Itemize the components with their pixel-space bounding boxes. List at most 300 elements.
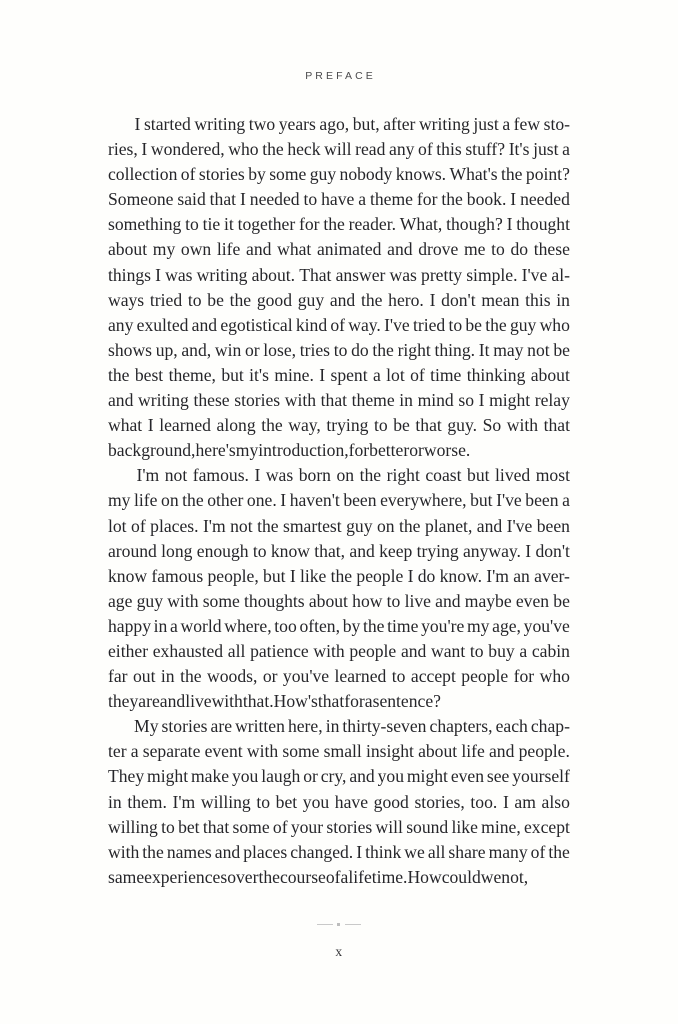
word: a bbox=[340, 866, 349, 887]
word: with bbox=[313, 640, 345, 661]
word: learned bbox=[159, 415, 211, 436]
word: enough bbox=[196, 540, 249, 561]
word: way, bbox=[288, 415, 321, 436]
word: do bbox=[351, 339, 369, 360]
word: How's bbox=[273, 691, 318, 712]
word: will bbox=[375, 816, 403, 837]
word: by bbox=[342, 615, 361, 636]
word: are bbox=[210, 716, 233, 737]
word: writing bbox=[138, 390, 189, 411]
word: of bbox=[330, 314, 346, 335]
word: knows. bbox=[395, 164, 447, 185]
text-line bbox=[108, 288, 570, 313]
word: together bbox=[237, 214, 296, 235]
word: a bbox=[562, 490, 570, 511]
word: bet bbox=[178, 816, 200, 837]
word: That bbox=[299, 264, 332, 285]
word: like bbox=[299, 565, 327, 586]
word: many bbox=[488, 841, 528, 862]
text-line bbox=[108, 865, 570, 890]
word: sound bbox=[406, 816, 449, 837]
word: way. bbox=[348, 314, 381, 335]
word: theme bbox=[370, 189, 413, 210]
word: it bbox=[223, 214, 234, 235]
text-line bbox=[108, 112, 570, 137]
word: tie bbox=[202, 214, 221, 235]
word: the bbox=[501, 164, 523, 185]
word: tries bbox=[299, 339, 331, 360]
word: happy bbox=[108, 615, 151, 636]
word: I bbox=[289, 565, 296, 586]
word: mine, bbox=[481, 816, 521, 837]
word: ways bbox=[108, 289, 145, 310]
word: book. bbox=[466, 189, 507, 210]
word: here, bbox=[287, 716, 323, 737]
word: accept bbox=[410, 666, 456, 687]
word: might bbox=[489, 390, 531, 411]
word: with bbox=[167, 590, 199, 611]
word: guy bbox=[309, 164, 337, 185]
word: in bbox=[160, 666, 175, 687]
word: theme, bbox=[168, 364, 216, 385]
word: chapters, bbox=[429, 716, 493, 737]
word: the bbox=[485, 314, 507, 335]
word: or bbox=[303, 766, 318, 787]
word: over bbox=[227, 866, 259, 887]
word: that bbox=[415, 415, 442, 436]
word: to bbox=[256, 791, 271, 812]
word: with bbox=[506, 415, 539, 436]
word: spent bbox=[330, 364, 368, 385]
word: I bbox=[429, 289, 436, 310]
word: do bbox=[417, 565, 436, 586]
word: with bbox=[211, 691, 243, 712]
text-line bbox=[108, 137, 570, 162]
word: them. bbox=[127, 791, 167, 812]
word: patience bbox=[250, 640, 309, 661]
text-line bbox=[108, 764, 570, 789]
word: I'm bbox=[202, 515, 226, 536]
word: know. bbox=[439, 565, 482, 586]
word: these bbox=[533, 239, 570, 260]
word: to bbox=[252, 540, 267, 561]
word: in bbox=[108, 791, 122, 812]
word: two bbox=[248, 114, 276, 134]
word: some bbox=[202, 590, 240, 611]
word: heck bbox=[287, 139, 321, 160]
text-line bbox=[108, 664, 570, 689]
text-line bbox=[108, 438, 570, 463]
word: to bbox=[161, 816, 175, 837]
word: see bbox=[486, 766, 510, 787]
word: laugh bbox=[261, 766, 301, 787]
word: but bbox=[470, 490, 493, 511]
word: about bbox=[108, 239, 148, 260]
word: the bbox=[372, 339, 394, 360]
word: ago, bbox=[319, 114, 350, 134]
word: but bbox=[467, 465, 490, 486]
word: your bbox=[290, 816, 324, 837]
word: all bbox=[227, 640, 246, 661]
word: started bbox=[143, 114, 191, 134]
text-line bbox=[108, 639, 570, 664]
word: the bbox=[229, 289, 252, 310]
text-line bbox=[108, 840, 570, 865]
word: thinking bbox=[466, 364, 526, 385]
word: names bbox=[166, 841, 212, 862]
word: and bbox=[400, 640, 427, 661]
word: around bbox=[108, 540, 157, 561]
text-line bbox=[108, 539, 570, 564]
word: the bbox=[182, 490, 204, 511]
word: background, bbox=[108, 440, 196, 461]
word: places bbox=[243, 841, 288, 862]
word: I bbox=[155, 264, 161, 285]
word: the bbox=[362, 615, 385, 636]
word: been bbox=[525, 490, 559, 511]
word: I've bbox=[496, 490, 522, 511]
text-line bbox=[108, 689, 570, 714]
word: people bbox=[356, 565, 404, 586]
word: ries, bbox=[108, 139, 138, 160]
word: who bbox=[228, 139, 259, 160]
word: writing bbox=[418, 114, 470, 134]
word: trying bbox=[416, 540, 459, 561]
word: smartest bbox=[283, 515, 342, 536]
word: kind bbox=[295, 314, 328, 335]
word: age bbox=[108, 590, 133, 611]
word: a bbox=[358, 189, 367, 210]
word: I've bbox=[521, 264, 548, 285]
word: people. bbox=[518, 741, 570, 762]
word: of bbox=[272, 816, 288, 837]
word: I've bbox=[506, 515, 533, 536]
word: or bbox=[262, 666, 278, 687]
text-line bbox=[108, 614, 570, 639]
word: the bbox=[142, 841, 164, 862]
word: for bbox=[348, 440, 370, 461]
word: so bbox=[458, 390, 474, 411]
word: thoughts bbox=[244, 590, 305, 611]
word: the bbox=[180, 666, 202, 687]
word: be bbox=[553, 590, 570, 611]
word: It's bbox=[508, 139, 530, 160]
word: time bbox=[387, 615, 419, 636]
word: bet bbox=[275, 791, 298, 812]
word: the bbox=[108, 364, 130, 385]
word: but, bbox=[352, 114, 380, 134]
word: I bbox=[407, 565, 414, 586]
word: my bbox=[235, 440, 259, 461]
word: guy bbox=[346, 515, 373, 536]
word: What's bbox=[449, 164, 498, 185]
word: the bbox=[323, 214, 345, 235]
word: So bbox=[482, 415, 502, 436]
word: to bbox=[491, 239, 505, 260]
word: to bbox=[391, 666, 406, 687]
word: I bbox=[356, 841, 363, 862]
word: woods, bbox=[207, 666, 258, 687]
word: worse. bbox=[423, 440, 471, 461]
word: everywhere, bbox=[380, 490, 467, 511]
word: win bbox=[214, 339, 242, 360]
word: want bbox=[431, 640, 466, 661]
word: said bbox=[177, 189, 206, 210]
word: other bbox=[207, 490, 244, 511]
word: to bbox=[386, 590, 401, 611]
word: know bbox=[270, 540, 310, 561]
word: I bbox=[525, 540, 532, 561]
word: shows bbox=[108, 339, 152, 360]
word: was bbox=[165, 264, 193, 285]
word: tried bbox=[412, 314, 446, 335]
text-line bbox=[108, 212, 570, 237]
word: to bbox=[303, 189, 318, 210]
word: I bbox=[510, 189, 517, 210]
text-line bbox=[108, 514, 570, 539]
word: the bbox=[258, 866, 280, 887]
word: might bbox=[406, 766, 448, 787]
word: I bbox=[147, 415, 154, 436]
word: I bbox=[478, 390, 485, 411]
word: be bbox=[553, 339, 570, 360]
word: to bbox=[187, 289, 202, 310]
word: you've bbox=[523, 615, 570, 636]
word: a bbox=[364, 691, 373, 712]
word: the bbox=[399, 515, 421, 536]
word: needed bbox=[520, 189, 570, 210]
word: my bbox=[466, 615, 490, 636]
word: guy bbox=[509, 314, 537, 335]
word: about bbox=[530, 364, 570, 385]
word: anyway. bbox=[462, 540, 521, 561]
word: to bbox=[448, 314, 463, 335]
word: exhausted bbox=[152, 640, 224, 661]
word: trying bbox=[326, 415, 369, 436]
word: that, bbox=[314, 540, 346, 561]
word: egotistical bbox=[220, 314, 293, 335]
word: that bbox=[202, 816, 230, 837]
text-line bbox=[108, 313, 570, 338]
word: like bbox=[451, 816, 478, 837]
word: life bbox=[134, 490, 158, 511]
word: I bbox=[254, 465, 261, 486]
word: was bbox=[389, 264, 417, 285]
word: It bbox=[478, 339, 490, 360]
first-line-indent bbox=[108, 463, 131, 488]
word: a bbox=[502, 114, 511, 134]
word: and bbox=[349, 766, 375, 787]
word: been bbox=[343, 490, 377, 511]
word: exulted bbox=[136, 314, 189, 335]
text-line bbox=[108, 363, 570, 388]
word: guy. bbox=[447, 415, 478, 436]
word: keep bbox=[379, 540, 413, 561]
word: my bbox=[152, 239, 176, 260]
word: My bbox=[134, 716, 159, 737]
word: of bbox=[418, 139, 433, 160]
word: for bbox=[344, 691, 365, 712]
word: things bbox=[108, 264, 152, 285]
word: what bbox=[277, 239, 312, 260]
text-line bbox=[108, 739, 570, 764]
word: of bbox=[325, 866, 341, 887]
word: born bbox=[298, 465, 331, 486]
word: be bbox=[207, 289, 224, 310]
word: live bbox=[404, 590, 431, 611]
word: or bbox=[244, 339, 260, 360]
word: even bbox=[515, 590, 550, 611]
text-line bbox=[108, 564, 570, 589]
text-line bbox=[108, 815, 570, 840]
word: or bbox=[409, 440, 424, 461]
word: you bbox=[302, 791, 330, 812]
word: that bbox=[320, 390, 348, 411]
text-line bbox=[108, 187, 570, 212]
text-line bbox=[108, 237, 570, 262]
word: just bbox=[533, 139, 559, 160]
paragraph bbox=[108, 463, 570, 714]
word: and bbox=[191, 314, 218, 335]
word: share bbox=[448, 841, 486, 862]
word: buy bbox=[488, 640, 515, 661]
ornament-bar-right bbox=[345, 924, 361, 925]
word: life bbox=[216, 239, 241, 260]
word: you bbox=[377, 766, 404, 787]
word: coast bbox=[425, 465, 462, 486]
word: willing bbox=[108, 816, 158, 837]
word: learned bbox=[334, 666, 387, 687]
word: how bbox=[352, 590, 383, 611]
word: sentence? bbox=[372, 691, 441, 712]
ornament-rule bbox=[317, 920, 361, 929]
word: tried bbox=[149, 289, 183, 310]
word: all bbox=[427, 841, 446, 862]
word: with bbox=[246, 741, 279, 762]
word: not, bbox=[501, 866, 529, 887]
word: age, bbox=[492, 615, 521, 636]
word: same bbox=[108, 866, 145, 887]
word: in bbox=[153, 615, 168, 636]
word: about bbox=[308, 590, 348, 611]
word: chap- bbox=[530, 716, 570, 737]
word: to bbox=[469, 640, 484, 661]
word: the bbox=[548, 841, 570, 862]
word: simple. bbox=[466, 264, 518, 285]
text-line bbox=[108, 790, 570, 815]
text-line bbox=[108, 488, 570, 513]
word: nobody bbox=[339, 164, 393, 185]
word: have bbox=[334, 791, 369, 812]
word: course bbox=[279, 866, 326, 887]
word: out bbox=[132, 666, 156, 687]
word: we bbox=[480, 866, 502, 887]
word: the bbox=[330, 565, 353, 586]
word: lot bbox=[108, 515, 127, 536]
word: on bbox=[161, 490, 179, 511]
word: am bbox=[514, 791, 536, 812]
word: Someone bbox=[108, 189, 174, 210]
word: the bbox=[262, 139, 284, 160]
word: and bbox=[349, 540, 375, 561]
word: up, bbox=[155, 339, 178, 360]
word: written bbox=[235, 716, 285, 737]
word: often, bbox=[299, 615, 341, 636]
word: in bbox=[556, 289, 570, 310]
word: live bbox=[185, 691, 212, 712]
word: but bbox=[263, 565, 286, 586]
word: know bbox=[108, 565, 148, 586]
word: stories bbox=[326, 816, 373, 837]
word: long bbox=[161, 540, 193, 561]
word: hero. bbox=[388, 289, 424, 310]
word: in bbox=[399, 390, 413, 411]
word: that bbox=[543, 415, 570, 436]
word: think bbox=[365, 841, 402, 862]
word: I bbox=[319, 364, 326, 385]
word: I bbox=[239, 189, 246, 210]
page-number: x bbox=[335, 944, 343, 959]
word: something bbox=[108, 214, 182, 235]
word: you bbox=[231, 766, 259, 787]
word: but bbox=[221, 364, 244, 385]
word: not bbox=[527, 339, 550, 360]
word: also bbox=[541, 791, 570, 812]
word: may bbox=[493, 339, 524, 360]
text-line bbox=[108, 589, 570, 614]
word: What, bbox=[399, 214, 443, 235]
word: by bbox=[248, 164, 266, 185]
word: an bbox=[513, 565, 530, 586]
word: most bbox=[535, 465, 570, 486]
word: lot bbox=[386, 364, 405, 385]
word: drove bbox=[418, 239, 459, 260]
word: I'm bbox=[486, 565, 509, 586]
word: we bbox=[404, 841, 425, 862]
word: They bbox=[108, 766, 145, 787]
word: own bbox=[180, 239, 212, 260]
word: and bbox=[246, 239, 272, 260]
word: people bbox=[461, 666, 509, 687]
ornament-dot bbox=[337, 923, 340, 926]
word: the bbox=[359, 465, 382, 486]
word: with bbox=[108, 841, 140, 862]
word: some bbox=[282, 741, 320, 762]
word: planet, bbox=[424, 515, 473, 536]
word: don't bbox=[441, 289, 476, 310]
word: I bbox=[502, 791, 509, 812]
word: and bbox=[387, 239, 413, 260]
word: will bbox=[324, 139, 352, 160]
word: not bbox=[164, 465, 188, 486]
word: of bbox=[410, 364, 425, 385]
word: I bbox=[280, 490, 287, 511]
word: here's bbox=[195, 440, 236, 461]
word: that. bbox=[242, 691, 274, 712]
word: a bbox=[562, 139, 570, 160]
word: might bbox=[147, 766, 189, 787]
word: and bbox=[214, 841, 241, 862]
word: the bbox=[441, 189, 463, 210]
paragraph bbox=[108, 714, 570, 890]
word: small bbox=[323, 741, 362, 762]
word: any bbox=[108, 314, 134, 335]
body-text bbox=[108, 112, 570, 890]
word: needed bbox=[249, 189, 300, 210]
word: they bbox=[108, 691, 139, 712]
word: that bbox=[209, 189, 237, 210]
word: reader. bbox=[348, 214, 396, 235]
